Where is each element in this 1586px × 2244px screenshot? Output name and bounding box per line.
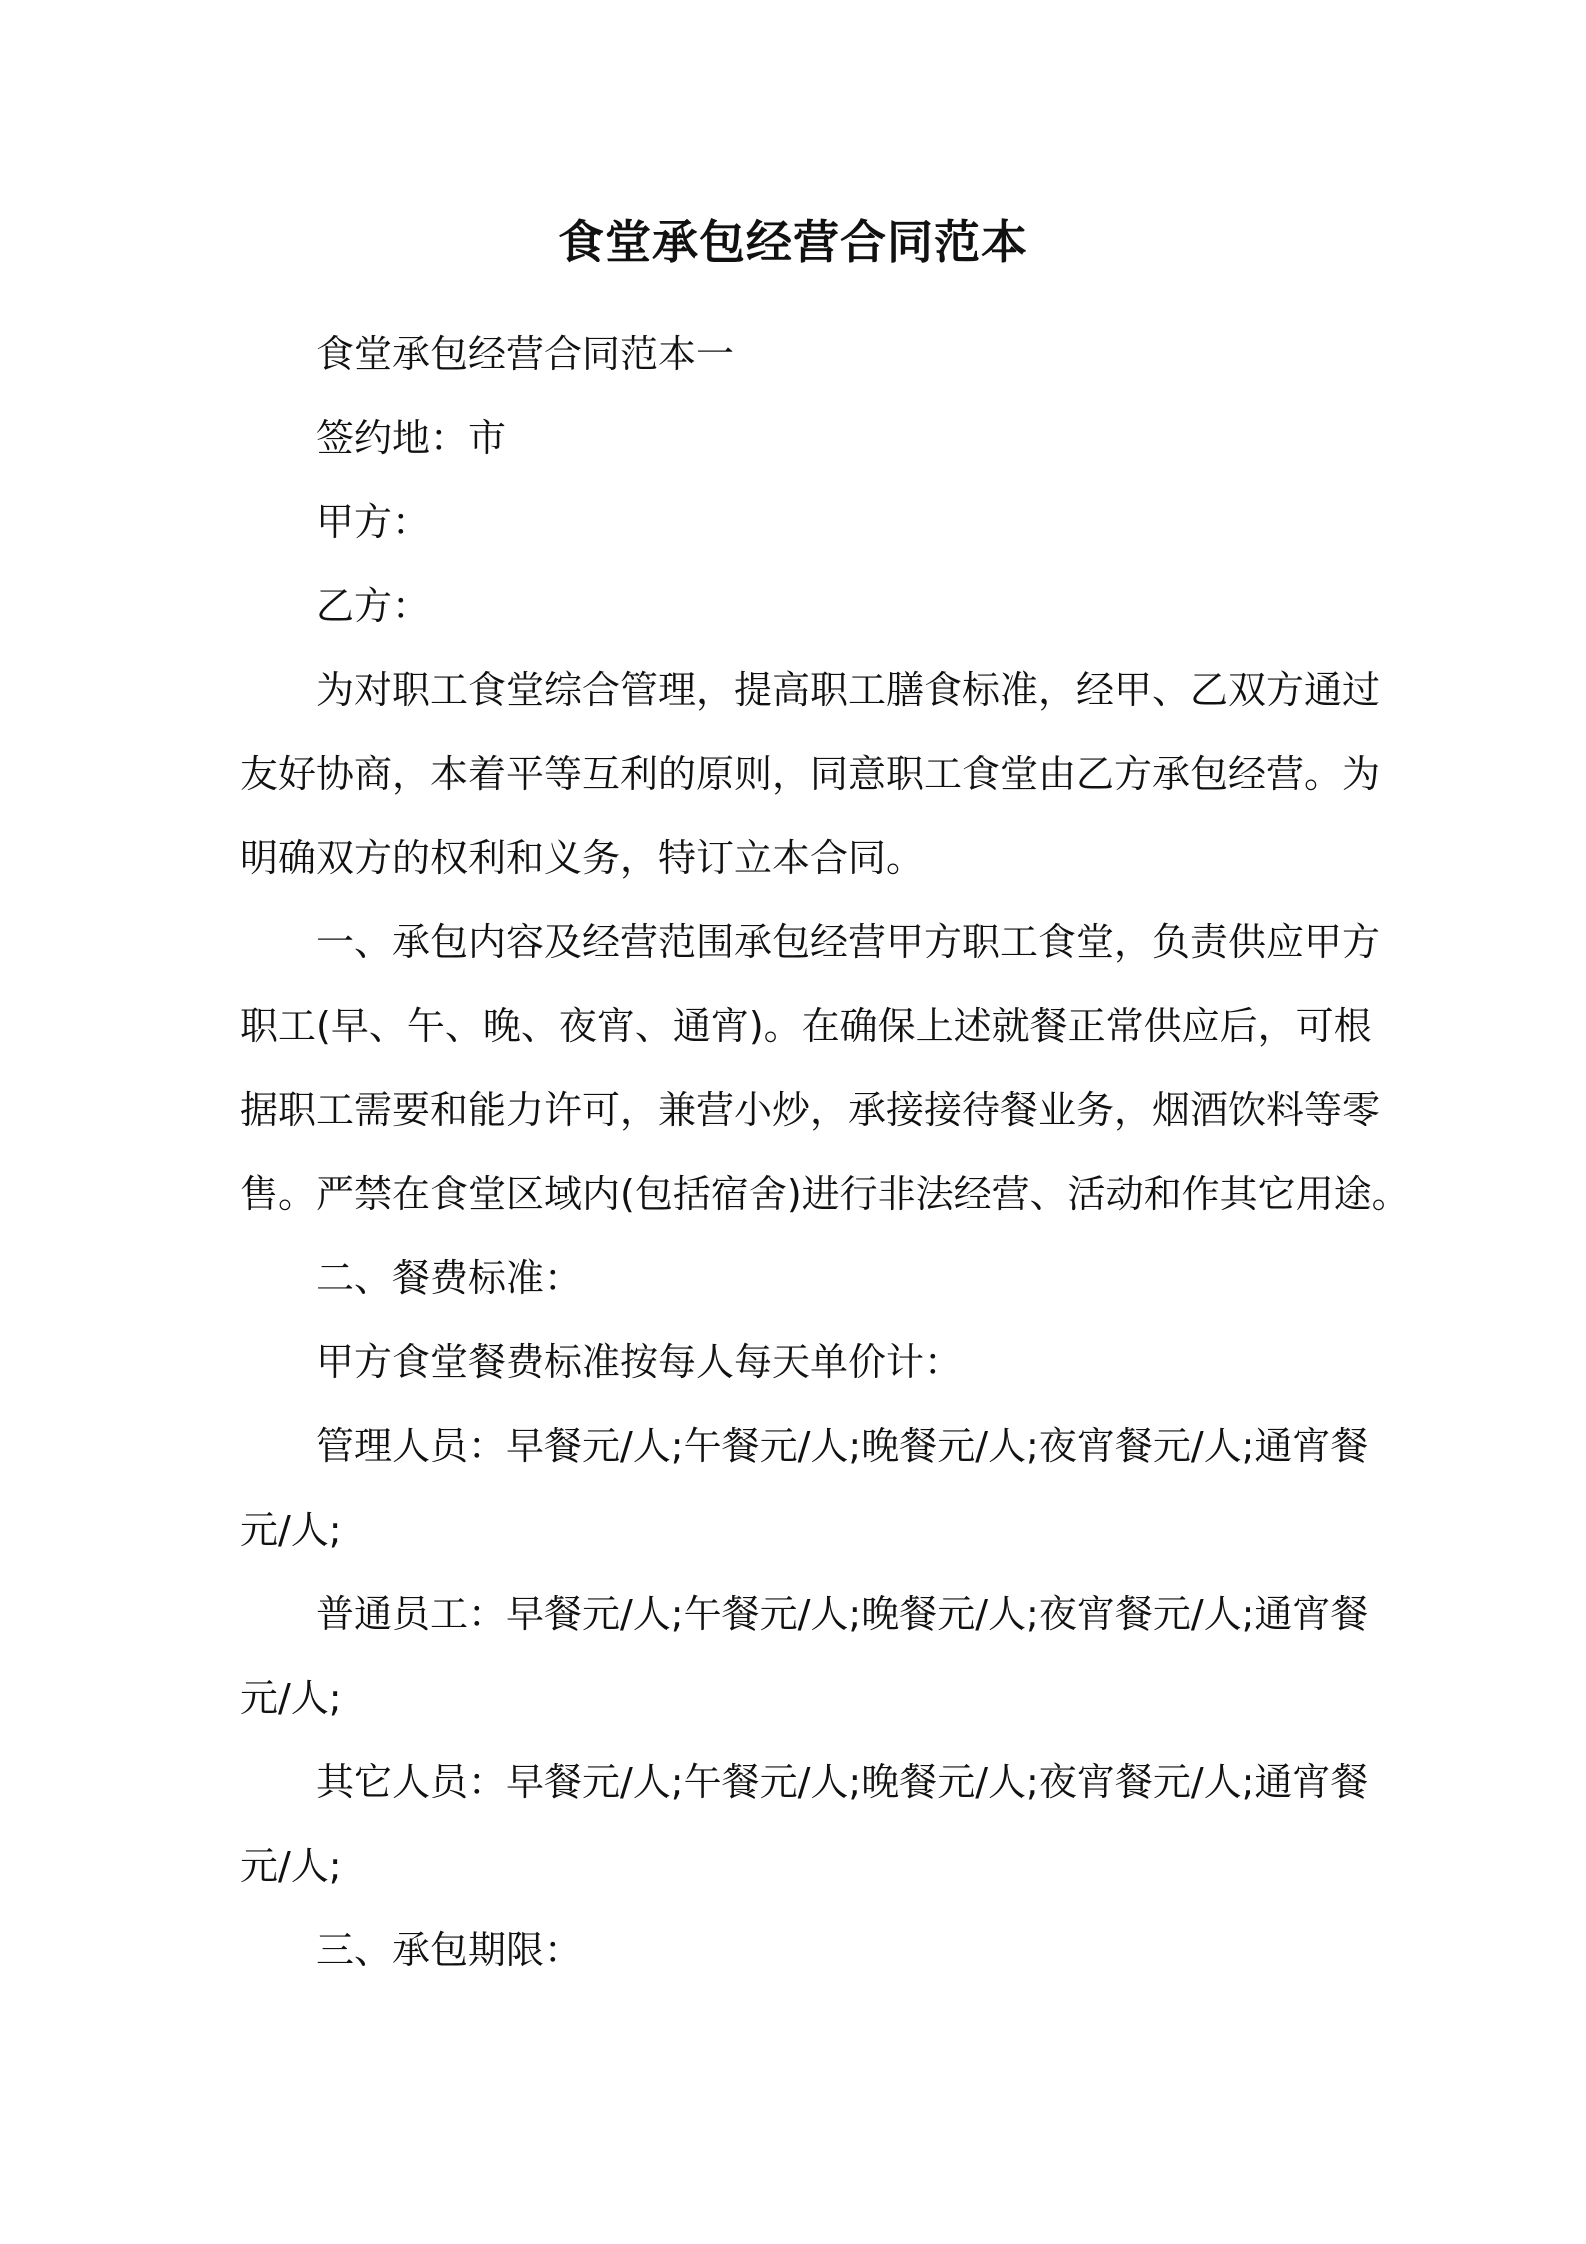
section-2-intro: 甲方食堂餐费标准按每人每天单价计： xyxy=(316,1340,963,1384)
signing-place-line: 签约地：市 xyxy=(316,416,507,460)
document-title: 食堂承包经营合同范本 xyxy=(558,215,1028,269)
section-3-heading: 三、承包期限： xyxy=(316,1928,583,1972)
managers-fee-line-2: 元/人; xyxy=(240,1508,342,1552)
subtitle-line: 食堂承包经营合同范本一 xyxy=(316,332,735,376)
paragraph-intro-line-3: 明确双方的权利和义务，特订立本合同。 xyxy=(240,836,925,880)
party-a-line: 甲方： xyxy=(316,500,431,544)
section-1-line-4: 售。严禁在食堂区域内(包括宿舍)进行非法经营、活动和作其它用途。 xyxy=(240,1172,1410,1216)
section-1-line-1: 一、承包内容及经营范围承包经营甲方职工食堂，负责供应甲方 xyxy=(316,920,1381,964)
section-2-heading: 二、餐费标准： xyxy=(316,1256,583,1300)
others-fee-line-2: 元/人; xyxy=(240,1844,342,1888)
managers-fee-line-1: 管理人员：早餐元/人;午餐元/人;晚餐元/人;夜宵餐元/人;通宵餐 xyxy=(316,1424,1369,1468)
staff-fee-line-1: 普通员工：早餐元/人;午餐元/人;晚餐元/人;夜宵餐元/人;通宵餐 xyxy=(316,1592,1369,1636)
paragraph-intro-line-1: 为对职工食堂综合管理，提高职工膳食标准，经甲、乙双方通过 xyxy=(316,668,1381,712)
section-1-line-2: 职工(早、午、晚、夜宵、通宵)。在确保上述就餐正常供应后，可根 xyxy=(240,1004,1372,1048)
party-b-line: 乙方： xyxy=(316,584,431,628)
staff-fee-line-2: 元/人; xyxy=(240,1676,342,1720)
section-1-line-3: 据职工需要和能力许可，兼营小炒，承接接待餐业务，烟酒饮料等零 xyxy=(240,1088,1381,1132)
others-fee-line-1: 其它人员：早餐元/人;午餐元/人;晚餐元/人;夜宵餐元/人;通宵餐 xyxy=(316,1760,1369,1804)
paragraph-intro-line-2: 友好协商，本着平等互利的原则，同意职工食堂由乙方承包经营。为 xyxy=(240,752,1381,796)
